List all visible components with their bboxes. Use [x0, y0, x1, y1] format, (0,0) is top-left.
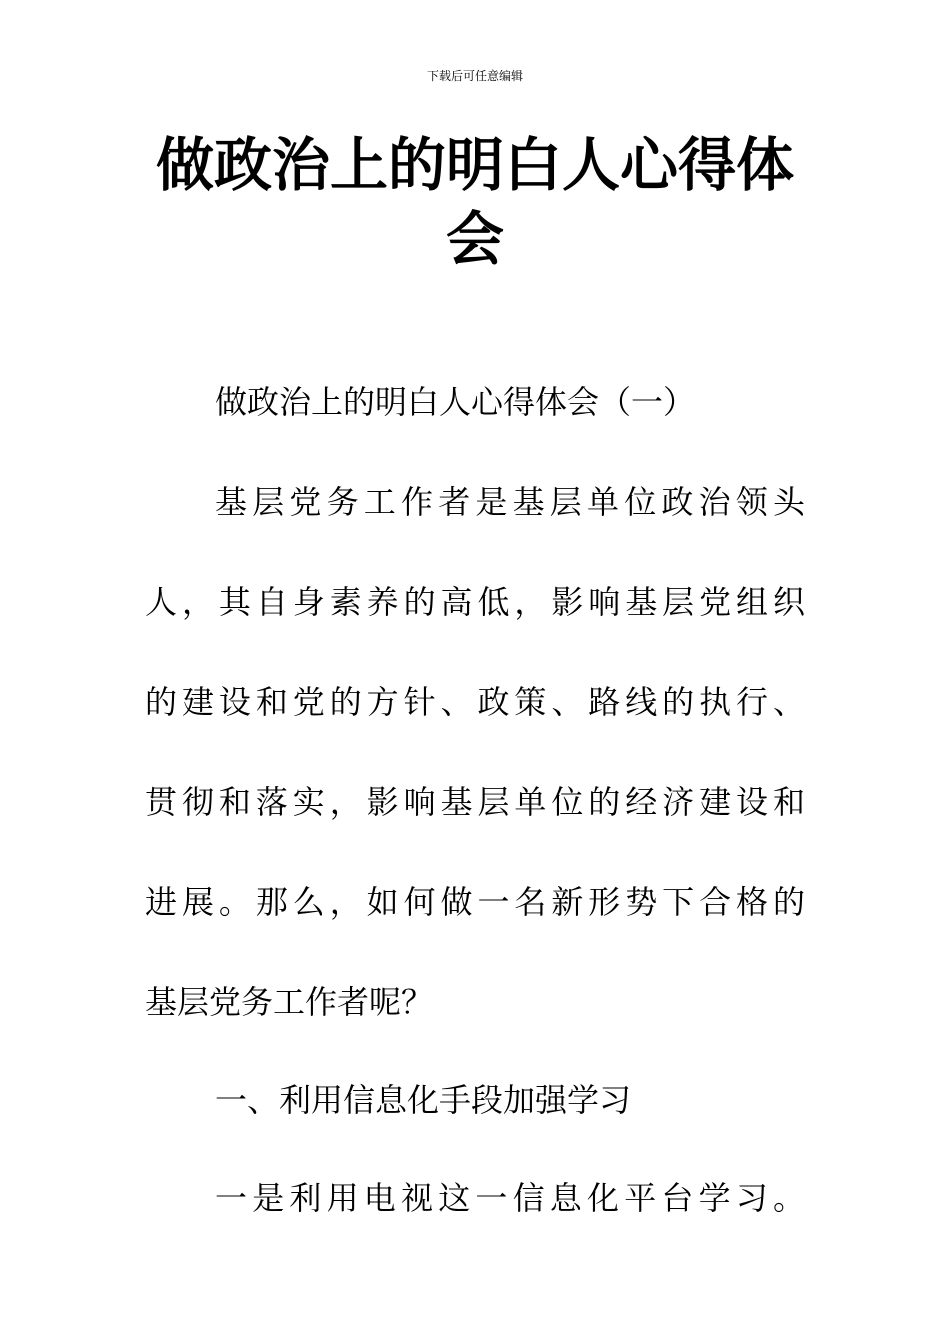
header-note: 下载后可任意编辑	[426, 69, 523, 83]
paragraph-line: 基层党务工作者是基层单位政治领头	[215, 483, 805, 521]
paragraph-line: 人，其自身素养的高低，影响基层党组织	[145, 583, 805, 621]
section-heading: 一、利用信息化手段加强学习	[215, 1081, 632, 1119]
paragraph-line: 一是利用电视这一信息化平台学习。	[215, 1179, 805, 1217]
document-title: 做政治上的明白人心得体会	[155, 131, 794, 273]
paragraph-line: 进展。那么，如何做一名新形势下合格的	[145, 883, 805, 921]
paragraph-line: 贯彻和落实，影响基层单位的经济建设和	[145, 783, 805, 821]
paragraph-line: 基层党务工作者呢？	[145, 983, 434, 1021]
section-subtitle: 做政治上的明白人心得体会（一）	[215, 383, 696, 421]
paragraph-line: 的建设和党的方针、政策、路线的执行、	[145, 683, 805, 721]
